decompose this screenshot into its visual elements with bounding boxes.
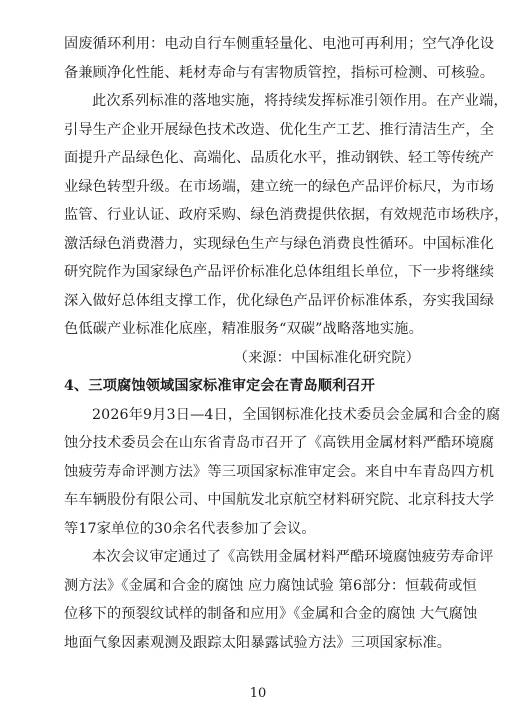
review-line-1: 本次会议审定通过了《高铁用金属材料严酷环境腐蚀疲劳寿命评 [92, 549, 494, 565]
implementation-line-8: 深入做好总体组支撑工作，优化绿色产品评价标准体系，夯实我国绿 [64, 292, 495, 309]
page-number: 10 [249, 686, 267, 701]
implementation-line-7: 研究院作为国家绿色产品评价标准化总体组组长单位，下一步将继续 [64, 264, 495, 280]
review-line-2: 测方法》《金属和合金的腐蚀 应力腐蚀试验 第6部分：恒载荷或恒 [64, 577, 477, 594]
implementation-line-9: 色低碳产业标准化底座，精准服务“双碳”战略落地实施。 [64, 321, 423, 337]
review-line-3: 位移下的预裂纹试样的制备和应用》《金属和合金的腐蚀 大气腐蚀 [64, 606, 478, 622]
implementation-line-2: 引导生产企业开展绿色技术改造、优化生产工艺、推行清洁生产，全 [64, 121, 495, 138]
implementation-line-4: 业绿色转型升级。在市场端，建立统一的绿色产品评价标尺，为市场 [64, 178, 495, 195]
implementation-line-3: 面提升产品绿色化、高端化、品质化水平，推动钢铁、轻工等传统产 [64, 150, 495, 166]
review-line-4: 地面气象因素观测及跟踪太阳暴露试验方法》三项国家标准。 [64, 634, 452, 651]
implementation-line-6: 激活绿色消费潜力，实现绿色生产与绿色消费良性循环。中国标准化 [64, 235, 495, 252]
section-heading: 4、三项腐蚀领域国家标准审定会在青岛顺利召开 [64, 378, 376, 394]
meeting-line-1: 2026年9月3日—4日，全国钢标准化技术委员会金属和合金的腐 [92, 406, 501, 423]
meeting-line-4: 车车辆股份有限公司、中国航发北京航空材料研究院、北京科技大学 [64, 492, 495, 508]
intro-line-2: 备兼顾净化性能、耗材寿命与有害物质管控，指标可检测、可核验。 [64, 64, 495, 81]
intro-line-1: 固废循环利用：电动自行车侧重轻量化、电池可再利用；空气净化设 [64, 36, 495, 52]
source-note: （来源：中国标准化研究院） [233, 349, 420, 366]
meeting-line-3: 蚀疲劳寿命评测方法》等三项国家标准审定会。来自中车青岛四方机 [64, 463, 495, 480]
meeting-line-2: 蚀分技术委员会在山东省青岛市召开了《高铁用金属材料严酷环境腐 [64, 435, 495, 451]
implementation-line-1: 此次系列标准的落地实施，将持续发挥标准引领作用。在产业端， [92, 93, 508, 109]
implementation-line-5: 监管、行业认证、政府采购、绿色消费提供依据，有效规范市场秩序， [64, 207, 509, 223]
meeting-line-5: 等17家单位的30余名代表参加了会议。 [64, 520, 316, 537]
